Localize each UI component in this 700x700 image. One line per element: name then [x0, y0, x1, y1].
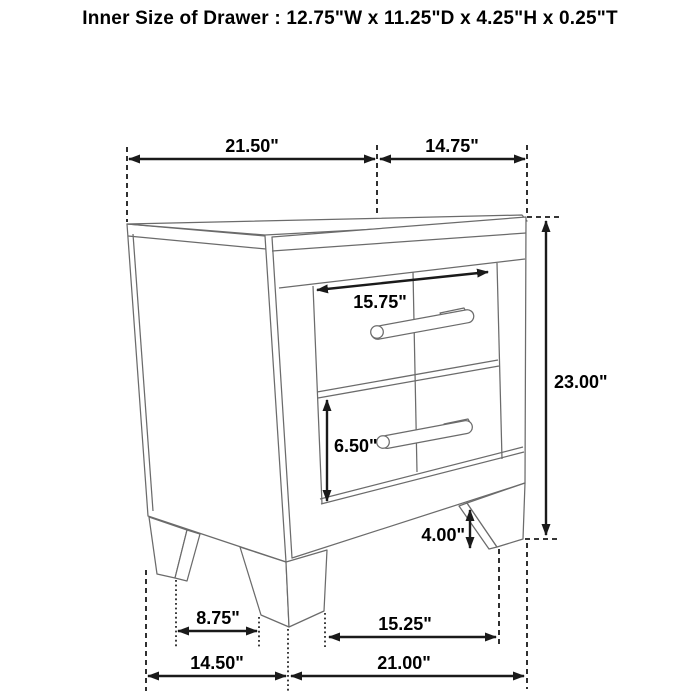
- dimension-top-width: [127, 136, 377, 222]
- dim-top-width-label: 21.50": [225, 136, 279, 156]
- side-panel: [127, 224, 286, 562]
- diagram-title: Inner Size of Drawer : 12.75"W x 11.25"D x 4.25"H x 0.25"T: [82, 8, 618, 29]
- dim-front-leg-spacing-label: 15.25": [378, 614, 432, 634]
- handle-end-cap: [371, 326, 384, 339]
- dimension-front-leg-spacing: [325, 549, 499, 647]
- dimension-overall-height: [525, 217, 608, 539]
- dim-base-width-label: 21.00": [377, 653, 431, 673]
- dim-side-leg-spacing-label: 8.75": [196, 608, 240, 628]
- dimension-top-depth: [380, 136, 527, 214]
- dim-overall-height-label: 23.00": [554, 372, 608, 392]
- dimension-leg-height: [421, 510, 470, 548]
- dim-top-depth-label: 14.75": [425, 136, 479, 156]
- dim-base-depth-label: 14.50": [190, 653, 244, 673]
- front-left-leg-front-face: [286, 550, 327, 627]
- handle-end-cap: [377, 436, 390, 449]
- dim-drawer-width-label: 15.75": [353, 292, 407, 312]
- dim-leg-height-label: 4.00": [421, 525, 465, 545]
- dimension-side-leg-spacing: [176, 580, 259, 648]
- dim-drawer-height-label: 6.50": [334, 436, 378, 456]
